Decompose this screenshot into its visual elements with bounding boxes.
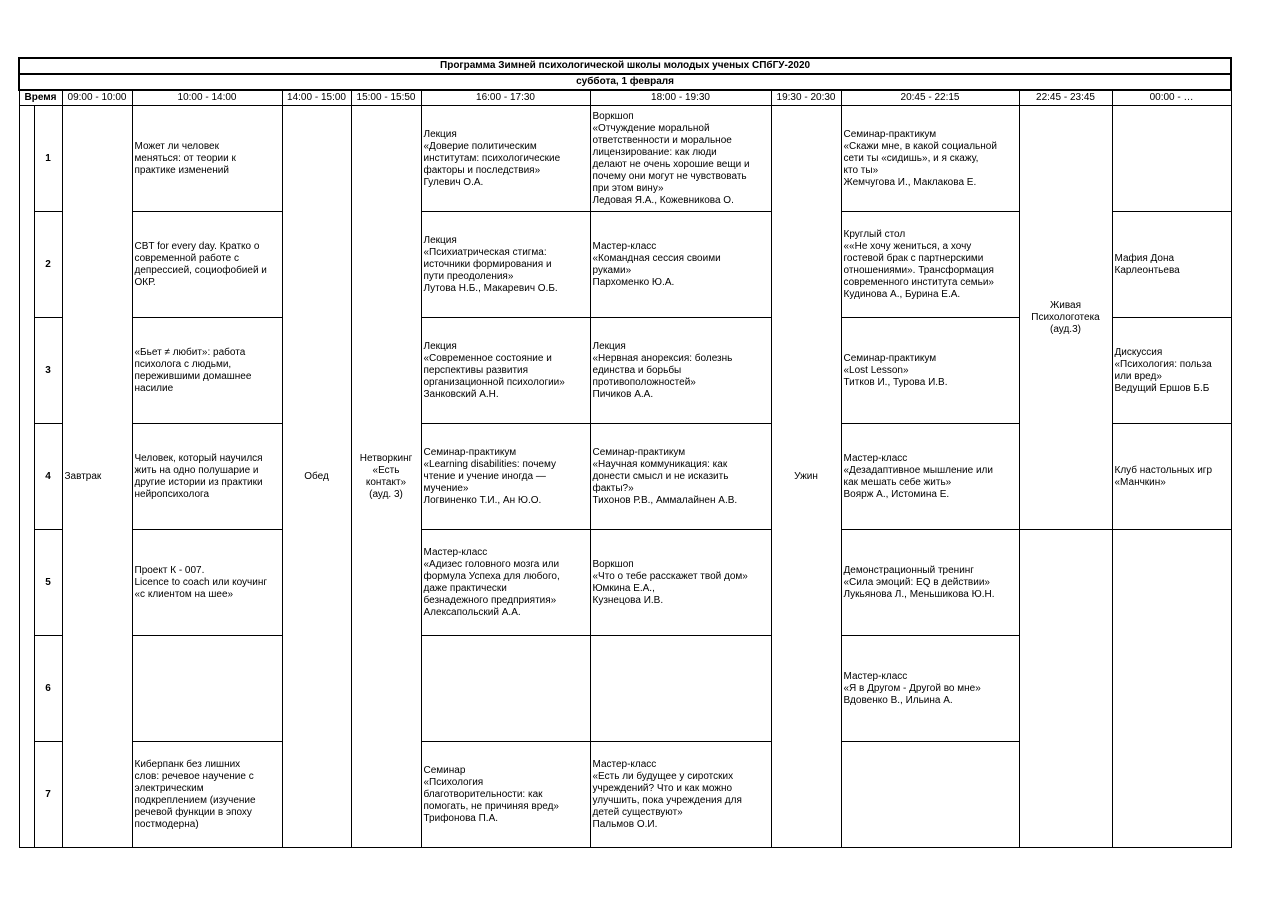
session-18-1930-line: донести смысл и не исказить <box>592 470 729 482</box>
session-0000 <box>1112 212 1231 318</box>
session-10-14 <box>132 318 282 424</box>
session-16-1730-line: Семинар-практикум <box>423 446 517 458</box>
session-2045-2215-line: «Скажи мне, в какой социальной <box>843 140 997 152</box>
session-2045-2215 <box>841 530 1019 636</box>
room-row <box>19 106 1231 212</box>
room-number: 2 <box>34 212 62 318</box>
session-10-14-line: слов: речевое научение с <box>134 770 254 782</box>
session-18-1930-line: Мастер-класс <box>592 758 657 770</box>
networking-cell-line: Нетворкинг <box>359 452 413 464</box>
session-16-1730 <box>421 212 590 318</box>
session-18-1930-line: Кузнецова И.В. <box>592 594 664 606</box>
session-0000-line: «Манчкин» <box>1114 476 1166 488</box>
session-2045-2215-line: Воярж‎ А., Истомина Е. <box>843 488 950 500</box>
time-slot-header: 14:00 - 15:00 <box>282 90 351 106</box>
room-number: 7 <box>34 742 62 848</box>
breakfast-cell-line: Завтрак <box>64 470 102 482</box>
networking-cell <box>351 106 421 848</box>
session-10-14-line: насилие <box>134 382 174 394</box>
session-2245-2345 <box>1019 530 1112 848</box>
session-16-1730-line: «Современное состояние и <box>423 352 552 364</box>
session-0000 <box>1112 106 1231 212</box>
breakfast-cell <box>62 106 132 848</box>
session-10-14-line: другие истории из практики <box>134 476 263 488</box>
session-18-1930-line: «Есть ли будущее у сиротских <box>592 770 734 782</box>
time-slot-header: 20:45 - 22:15 <box>841 90 1019 106</box>
session-10-14-line: депрессией, социофобией и <box>134 264 267 276</box>
session-10-14-line: постмодерна) <box>134 818 199 830</box>
session-16-1730 <box>421 530 590 636</box>
session-0000-line: Дискуссия <box>1114 346 1163 358</box>
session-10-14-line: Проект К - 007. <box>134 564 205 576</box>
session-16-1730-line: перспективы развития <box>423 364 529 376</box>
dinner-cell-line: Ужин <box>794 470 818 482</box>
session-10-14-line: Может ли человек <box>134 140 219 152</box>
session-2045-2215-line: «Я в Другом - Другой во мне» <box>843 682 981 694</box>
session-2045-2215-line: гостевой брак с партнерскими <box>843 252 984 264</box>
session-10-14-line: пережившими домашнее <box>134 370 252 382</box>
session-16-1730-line: институтам: психологические <box>423 152 561 164</box>
session-10-14-line: Licence to coach или коучинг <box>134 576 268 588</box>
session-18-1930-line: лицензирование: как люди <box>592 146 717 158</box>
session-18-1930-line: при этом вину» <box>592 182 664 194</box>
lunch-cell <box>282 106 351 848</box>
session-18-1930-line: «Научная коммуникация: как <box>592 458 728 470</box>
networking-cell-line: «Есть <box>372 464 400 476</box>
room-number: 4 <box>34 424 62 530</box>
session-16-1730-line: пути преодоления» <box>423 270 514 282</box>
session-16-1730-line: Лекция <box>423 340 457 352</box>
session-2045-2215-line: как мешать себе жить» <box>843 476 952 488</box>
session-18-1930-line: детей существуют» <box>592 806 683 818</box>
session-2045-2215-line: Семинар-практикум <box>843 128 937 140</box>
session-2045-2215-line: Вдовенко В., Ильина А. <box>843 694 953 706</box>
time-slot-header: 22:45 - 23:45 <box>1019 90 1112 106</box>
session-18-1930-line: Пальмов О.И. <box>592 818 658 830</box>
time-slot-header: 10:00 - 14:00 <box>132 90 282 106</box>
session-16-1730-line: Мастер-класс <box>423 546 488 558</box>
session-16-1730 <box>421 424 590 530</box>
session-16-1730-line: мучение» <box>423 482 469 494</box>
session-2045-2215-line: отношениями». Трансформация <box>843 264 994 276</box>
session-2045-2215 <box>841 636 1019 742</box>
session-18-1930-line: «Что о тебе расскажет твой дом» <box>592 570 748 582</box>
session-18-1930 <box>590 212 771 318</box>
session-18-1930 <box>590 530 771 636</box>
session-2045-2215-line: «Сила эмоций: EQ в действии» <box>843 576 990 588</box>
session-2045-2215-line: Мастер-класс <box>843 452 908 464</box>
session-0000-line: Мафия Дона <box>1114 252 1175 264</box>
session-2045-2215-line: Лукьянова Л., Меньшикова Ю.Н. <box>843 588 995 600</box>
session-10-14-line: нейропсихолога <box>134 488 210 500</box>
session-16-1730 <box>421 318 590 424</box>
schedule-table <box>18 57 1232 848</box>
session-0000-line: или вред» <box>1114 370 1162 382</box>
session-16-1730-line: «Адизес головного мозга или <box>423 558 560 570</box>
session-18-1930-line: единства и борьбы <box>592 364 682 376</box>
session-18-1930-line: учреждений? Что и как можно <box>592 782 733 794</box>
room-number: 5 <box>34 530 62 636</box>
time-slot-header: 16:00 - 17:30 <box>421 90 590 106</box>
session-16-1730-line: факторы и последствия» <box>423 164 541 176</box>
room-number: 3 <box>34 318 62 424</box>
session-18-1930-line: противоположностей» <box>592 376 696 388</box>
session-10-14-line: практике изменений <box>134 164 229 176</box>
session-18-1930-line: Ледовая Я.А., Кожевникова О. <box>592 194 734 206</box>
session-18-1930-line: «Отчуждение моральной <box>592 122 710 134</box>
room-number: 1 <box>34 106 62 212</box>
session-18-1930-line: Пархоменко Ю.А. <box>592 276 675 288</box>
session-2045-2215-line: ««Не хочу жениться, а хочу <box>843 240 972 252</box>
session-2045-2215-line: сети ты «сидишь», и я скажу, <box>843 152 979 164</box>
schedule-date: суббота, 1 февраля <box>19 74 1231 90</box>
psychotheque-cell-line: (ауд.3) <box>1050 323 1081 335</box>
psychotheque-cell-line: Живая <box>1050 299 1081 311</box>
session-10-14 <box>132 106 282 212</box>
session-16-1730 <box>421 106 590 212</box>
session-0000-line: Карлеонтьева <box>1114 264 1180 276</box>
session-16-1730-line: формула Успеха для любого, <box>423 570 560 582</box>
time-slot-header: 09:00 - 10:00 <box>62 90 132 106</box>
session-16-1730-line: Гулевич О.А. <box>423 176 484 188</box>
session-2045-2215-line: Круглый стол <box>843 228 906 240</box>
session-2045-2215-line: Мастер-класс <box>843 670 908 682</box>
session-16-1730-line: Семинар <box>423 764 466 776</box>
networking-cell-line: контакт» <box>365 476 407 488</box>
networking-cell-line: (ауд. 3) <box>369 488 403 500</box>
session-18-1930-line: Мастер-класс <box>592 240 657 252</box>
session-18-1930 <box>590 106 771 212</box>
session-0000 <box>1112 424 1231 530</box>
session-18-1930-line: Пичиков А.А. <box>592 388 654 400</box>
session-18-1930-line: Воркшоп <box>592 110 634 122</box>
session-10-14-line: CBT for every day. Кратко о <box>134 240 260 252</box>
session-16-1730-line: Алексапольский А.А. <box>423 606 521 618</box>
session-18-1930-line: почему они могут не чувствовать <box>592 170 747 182</box>
session-16-1730-line: «Психология <box>423 776 484 788</box>
session-10-14-line: современной работе с <box>134 252 240 264</box>
session-18-1930 <box>590 424 771 530</box>
session-18-1930-line: Воркшоп <box>592 558 634 570</box>
session-10-14-line: «Бьет ≠ любит»: работа <box>134 346 246 358</box>
session-2045-2215-line: Семинар-практикум <box>843 352 937 364</box>
session-2045-2215 <box>841 106 1019 212</box>
auditoriums-label <box>19 106 34 848</box>
session-16-1730-line: Логвиненко Т.И., Ан Ю.О. <box>423 494 542 506</box>
session-10-14-line: подкреплением (изучение <box>134 794 256 806</box>
session-2045-2215-line: кто ты» <box>843 164 879 176</box>
session-18-1930-line: Лекция <box>592 340 626 352</box>
room-number: 6 <box>34 636 62 742</box>
time-slot-header: 00:00 - … <box>1112 90 1231 106</box>
session-2045-2215-line: современного института семьи» <box>843 276 994 288</box>
psychotheque-cell <box>1019 106 1112 530</box>
session-10-14-line: Киберпанк без лишних <box>134 758 241 770</box>
session-16-1730-line: помогать, не причиняя вред» <box>423 800 559 812</box>
time-slot-header: 19:30 - 20:30 <box>771 90 841 106</box>
session-10-14-line: психолога с людьми, <box>134 358 232 370</box>
session-16-1730-line: Трифонова П.А. <box>423 812 499 824</box>
time-slot-header: 15:00 - 15:50 <box>351 90 421 106</box>
session-2045-2215-line: «Lost Lesson» <box>843 364 909 376</box>
session-16-1730-line: Лекция <box>423 128 457 140</box>
session-2045-2215-line: Демонстрационный тренинг <box>843 564 974 576</box>
time-header-label: Время <box>19 90 62 106</box>
session-18-1930-line: делают не очень хорошие вещи и <box>592 158 750 170</box>
session-10-14 <box>132 742 282 848</box>
psychotheque-cell-line: Психологотека <box>1031 311 1100 323</box>
session-10-14-line: меняться: от теории к <box>134 152 236 164</box>
session-10-14-line: ОКР. <box>134 276 156 288</box>
session-2045-2215-line: «Дезадаптивное мышление или <box>843 464 993 476</box>
session-18-1930 <box>590 318 771 424</box>
session-18-1930 <box>590 742 771 848</box>
session-2045-2215 <box>841 318 1019 424</box>
session-2045-2215-line: Титков И., Турова И.В. <box>843 376 948 388</box>
session-2045-2215 <box>841 212 1019 318</box>
session-16-1730-line: «Доверие политическим <box>423 140 537 152</box>
session-18-1930-line: «Нервная анорексия: болезнь <box>592 352 733 364</box>
session-0000-line: «Психология: польза <box>1114 358 1212 370</box>
session-0000-line: Клуб настольных игр <box>1114 464 1212 476</box>
session-10-14 <box>132 424 282 530</box>
session-2045-2215-line: Кудинова А., Бурина Е.А. <box>843 288 961 300</box>
session-10-14 <box>132 530 282 636</box>
dinner-cell <box>771 106 841 848</box>
session-16-1730-line: организационной психологии» <box>423 376 565 388</box>
room-row <box>19 530 1231 636</box>
session-10-14 <box>132 212 282 318</box>
session-16-1730-line: источники формирования и <box>423 258 552 270</box>
session-16-1730-line: чтение и учение иногда — <box>423 470 546 482</box>
session-16-1730-line: благотворительности: как <box>423 788 543 800</box>
session-16-1730 <box>421 742 590 848</box>
session-10-14-line: жить на одно полушарие и <box>134 464 259 476</box>
session-18-1930-line: факты?» <box>592 482 634 494</box>
schedule-title: Программа Зимней психологической школы молодых ученых СПбГУ-2020 <box>19 58 1231 74</box>
session-18-1930-line: ответственности и моральное <box>592 134 732 146</box>
session-2045-2215-line: Жемчугова И., Маклакова Е. <box>843 176 977 188</box>
session-18-1930-line: «Командная сессия своими <box>592 252 721 264</box>
session-10-14-line: «с клиентом на шее» <box>134 588 234 600</box>
session-16-1730-line: Занковский А.Н. <box>423 388 499 400</box>
session-16-1730-line: Лекция <box>423 234 457 246</box>
session-2045-2215 <box>841 424 1019 530</box>
session-0000 <box>1112 530 1231 848</box>
time-slot-header: 18:00 - 19:30 <box>590 90 771 106</box>
session-16-1730-line: Лутова Н.Б., Макаревич О.Б. <box>423 282 558 294</box>
session-2045-2215 <box>841 742 1019 848</box>
session-0000-line: Ведущий Ершов Б.Б <box>1114 382 1210 394</box>
session-10-14-line: электрическим <box>134 782 204 794</box>
session-16-1730-line: безнадежного предприятия» <box>423 594 557 606</box>
session-16-1730-line: даже практически <box>423 582 507 594</box>
session-16-1730-line: «Learning disabilities: почему <box>423 458 556 470</box>
session-16-1730-line: «Психиатрическая стигма: <box>423 246 547 258</box>
session-18-1930-line: Семинар-практикум <box>592 446 686 458</box>
session-18-1930-line: улучшить, пока учреждения для <box>592 794 742 806</box>
session-18-1930-line: руками» <box>592 264 632 276</box>
session-10-14-line: Человек, который научился <box>134 452 263 464</box>
session-18-1930 <box>590 636 771 742</box>
session-16-1730 <box>421 636 590 742</box>
session-18-1930-line: Юмкина Е.А., <box>592 582 655 594</box>
session-0000 <box>1112 318 1231 424</box>
session-18-1930-line: Тихонов Р.В., Аммалайнен А.В. <box>592 494 738 506</box>
lunch-cell-line: Обед <box>304 470 329 482</box>
session-10-14-line: речевой функции в эпоху <box>134 806 252 818</box>
session-10-14 <box>132 636 282 742</box>
